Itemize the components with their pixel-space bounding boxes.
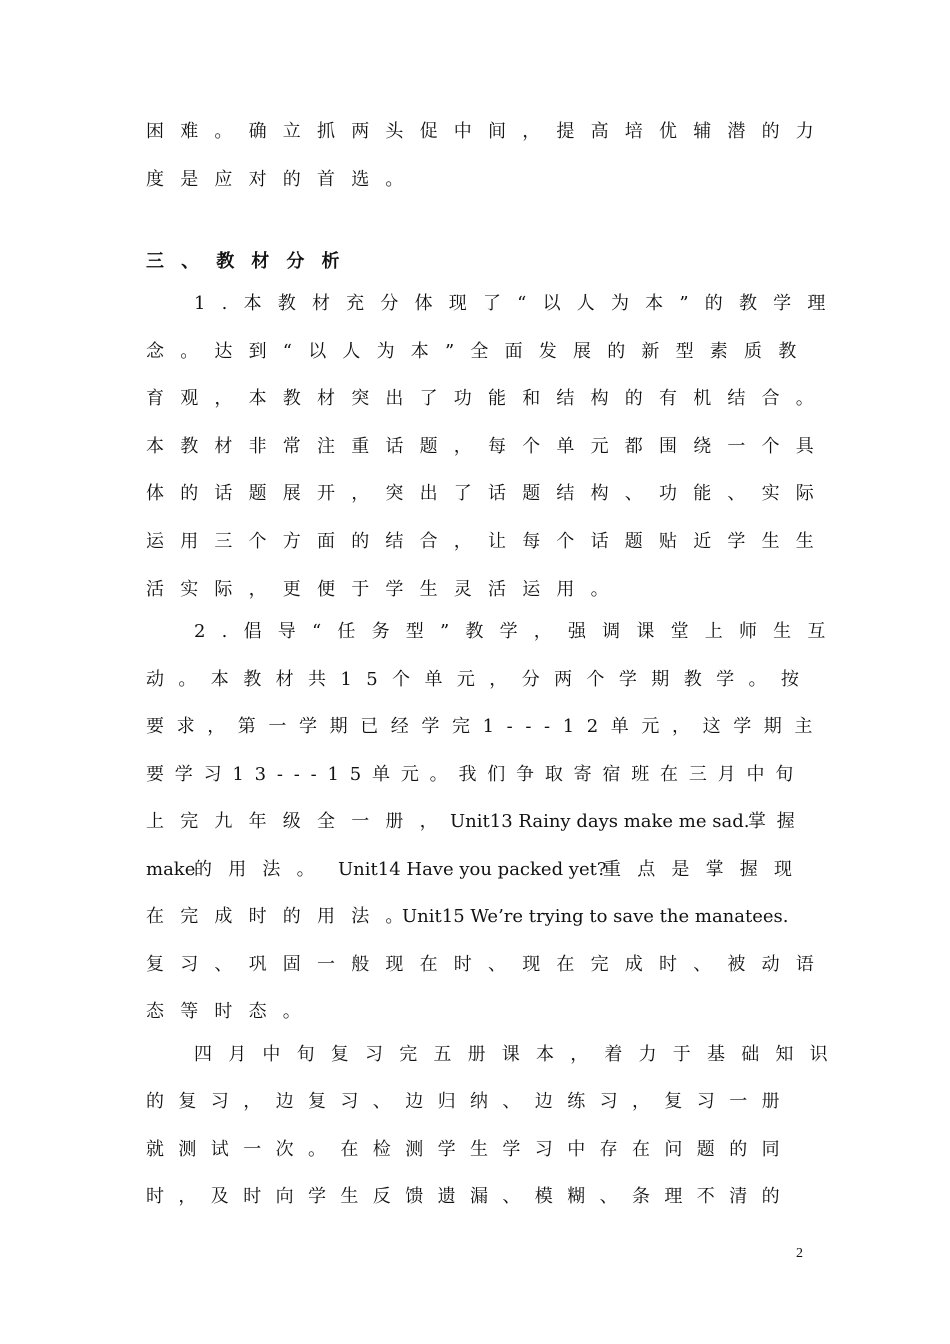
english-unit-title: Unit14 Have you packed yet? [338, 859, 607, 880]
text-line: 2.倡导“任务型”教学，强调课堂上师生互 [194, 621, 842, 642]
text-line: 重点是掌握现 [603, 859, 809, 880]
text-line: 复习、巩固一般现在时、现在完成时、被动语 [146, 954, 830, 975]
text-line: 运用三个方面的结合，让每个话题贴近学生生 [146, 531, 830, 552]
text-line: 的用法。 [194, 859, 331, 880]
text-line: 四月中旬复习完五册课本，着力于基础知识 [194, 1044, 844, 1065]
text-line: 上完九年级全一册， [146, 811, 454, 832]
text-line: 育观，本教材突出了功能和结构的有机结合。 [146, 388, 830, 409]
text-line: 度是应对的首选。 [146, 169, 420, 190]
text-line: 掌握 [748, 811, 806, 832]
text-line: 困难。确立抓两头促中间，提高培优辅潜的力 [146, 121, 830, 142]
text-line: 的复习，边复习、边归纳、边练习，复习一册 [146, 1091, 794, 1112]
text-line: 本教材非常注重话题，每个单元都围绕一个具 [146, 436, 830, 457]
text-line: 活实际，更便于学生灵活运用。 [146, 579, 625, 600]
text-line: 在完成时的用法。 [146, 906, 420, 927]
text-line: 就测试一次。在检测学生学习中存在问题的同 [146, 1139, 794, 1160]
english-unit-title: Unit13 Rainy days make me sad. [450, 811, 750, 832]
text-line: 态等时态。 [146, 1001, 317, 1022]
page-number: 2 [796, 1246, 803, 1261]
text-line: 要求，第一学期已经学完1---12单元，这学期主 [146, 716, 826, 737]
text-line: 时，及时向学生反馈遗漏、模糊、条理不清的 [146, 1186, 794, 1207]
text-line: 动。本教材共15个单元，分两个学期教学。按 [146, 669, 814, 690]
english-word: make [146, 859, 196, 880]
text-line: 念。达到“以人为本”全面发展的新型素质教 [146, 341, 813, 362]
text-line: 要学习13---15单元。我们争取寄宿班在三月中旬 [146, 764, 805, 785]
section-heading: 三、教材分析 [146, 251, 357, 272]
english-unit-title: Unit15 We’re trying to save the manatees. [402, 906, 789, 927]
text-line: 1.本教材充分体现了“以人为本”的教学理 [194, 293, 842, 314]
text-line: 体的话题展开，突出了话题结构、功能、实际 [146, 483, 830, 504]
